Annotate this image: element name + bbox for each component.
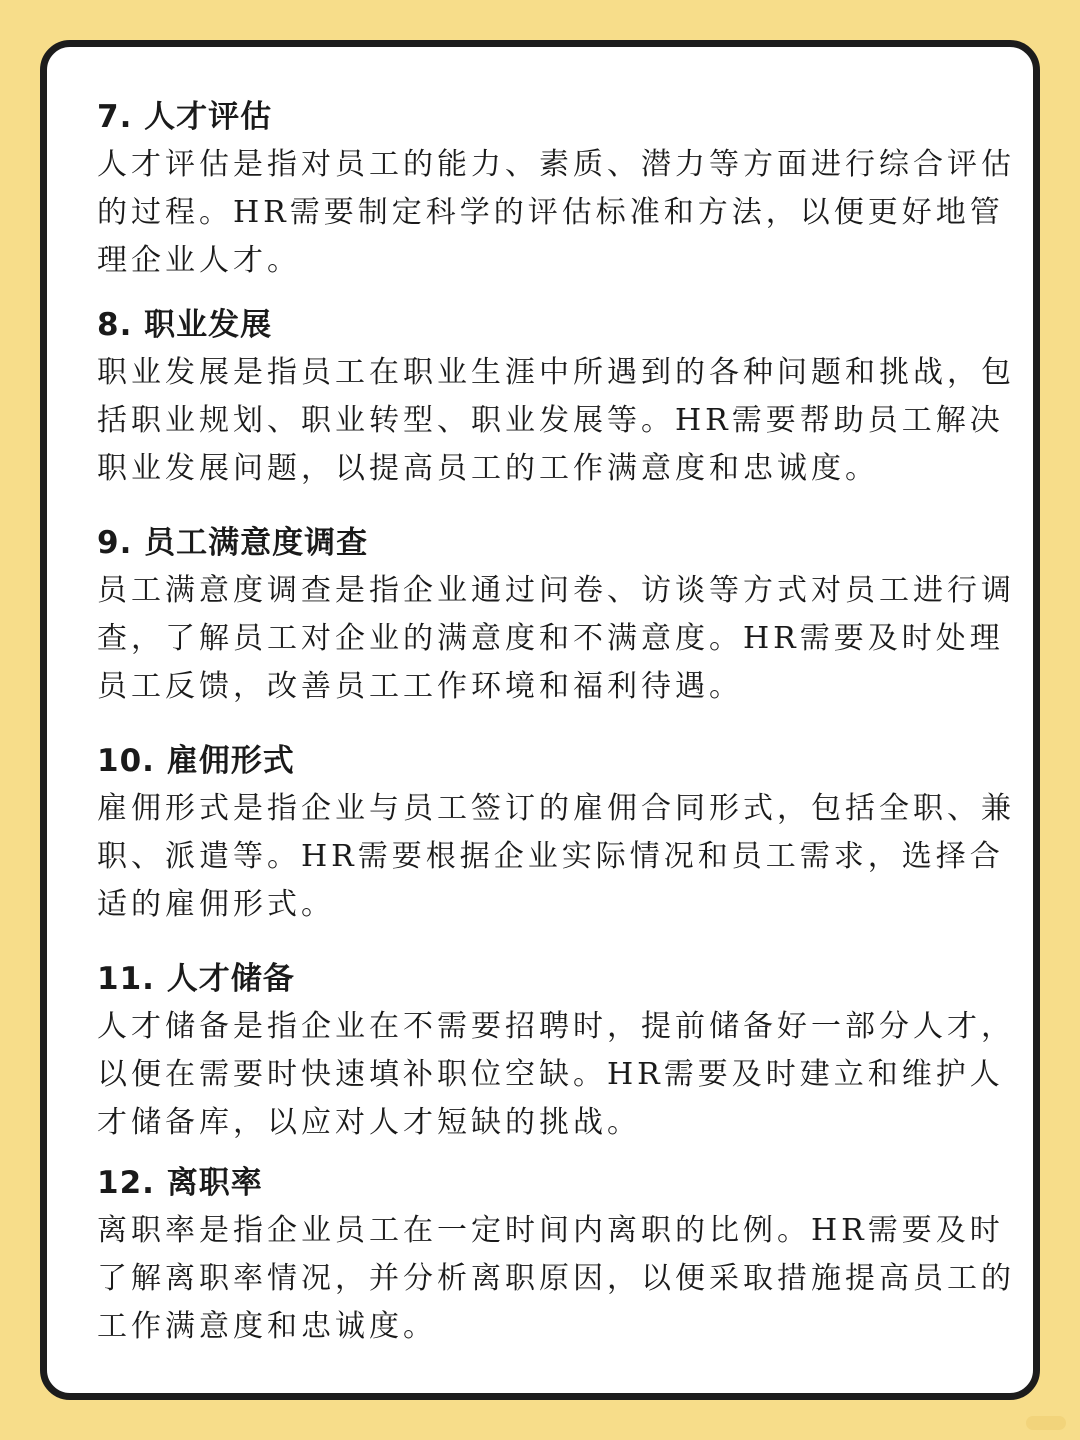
section-title: 10. 雇佣形式 — [97, 743, 295, 779]
section-text: 离职率是指企业员工在一定时间内离职的比例。HR需要及时了解离职率情况，并分析离职原因，以便采取措施提高员工的工作满意度和忠诚度。 — [97, 1213, 1015, 1344]
section-talent-reserve — [97, 959, 1032, 1147]
section-title: 8. 职业发展 — [97, 307, 273, 343]
section-text: 人才评估是指对员工的能力、素质、潜力等方面进行综合评估的过程。HR需要制定科学的评估标准和方法，以便更好地管理企业人才。 — [97, 147, 1015, 278]
section-talent-assessment — [97, 97, 1032, 285]
section-title: 9. 员工满意度调查 — [97, 525, 369, 561]
section-text: 职业发展是指员工在职业生涯中所遇到的各种问题和挑战，包括职业规划、职业转型、职业发展等。HR需要帮助员工解决职业发展问题，以提高员工的工作满意度和忠诚度。 — [97, 355, 1015, 486]
section-turnover-rate — [97, 1163, 1032, 1351]
section-satisfaction-survey — [97, 523, 1032, 711]
section-title: 11. 人才储备 — [97, 961, 295, 997]
section-text: 员工满意度调查是指企业通过问卷、访谈等方式对员工进行调查，了解员工对企业的满意度和不满意度。HR需要及时处理员工反馈，改善员工工作环境和福利待遇。 — [97, 573, 1015, 704]
section-career-development — [97, 305, 1032, 493]
section-text: 人才储备是指企业在不需要招聘时，提前储备好一部分人才，以便在需要时快速填补职位空缺。HR需要及时建立和维护人才储备库，以应对人才短缺的挑战。 — [97, 1009, 1015, 1140]
section-employment-form — [97, 741, 1032, 929]
section-title: 7. 人才评估 — [97, 99, 273, 135]
section-title: 12. 离职率 — [97, 1165, 263, 1201]
content-card — [40, 40, 1040, 1400]
section-text: 雇佣形式是指企业与员工签订的雇佣合同形式，包括全职、兼职、派遣等。HR需要根据企业实际情况和员工需求，选择合适的雇佣形式。 — [97, 791, 1015, 922]
watermark-mark — [1026, 1416, 1066, 1430]
